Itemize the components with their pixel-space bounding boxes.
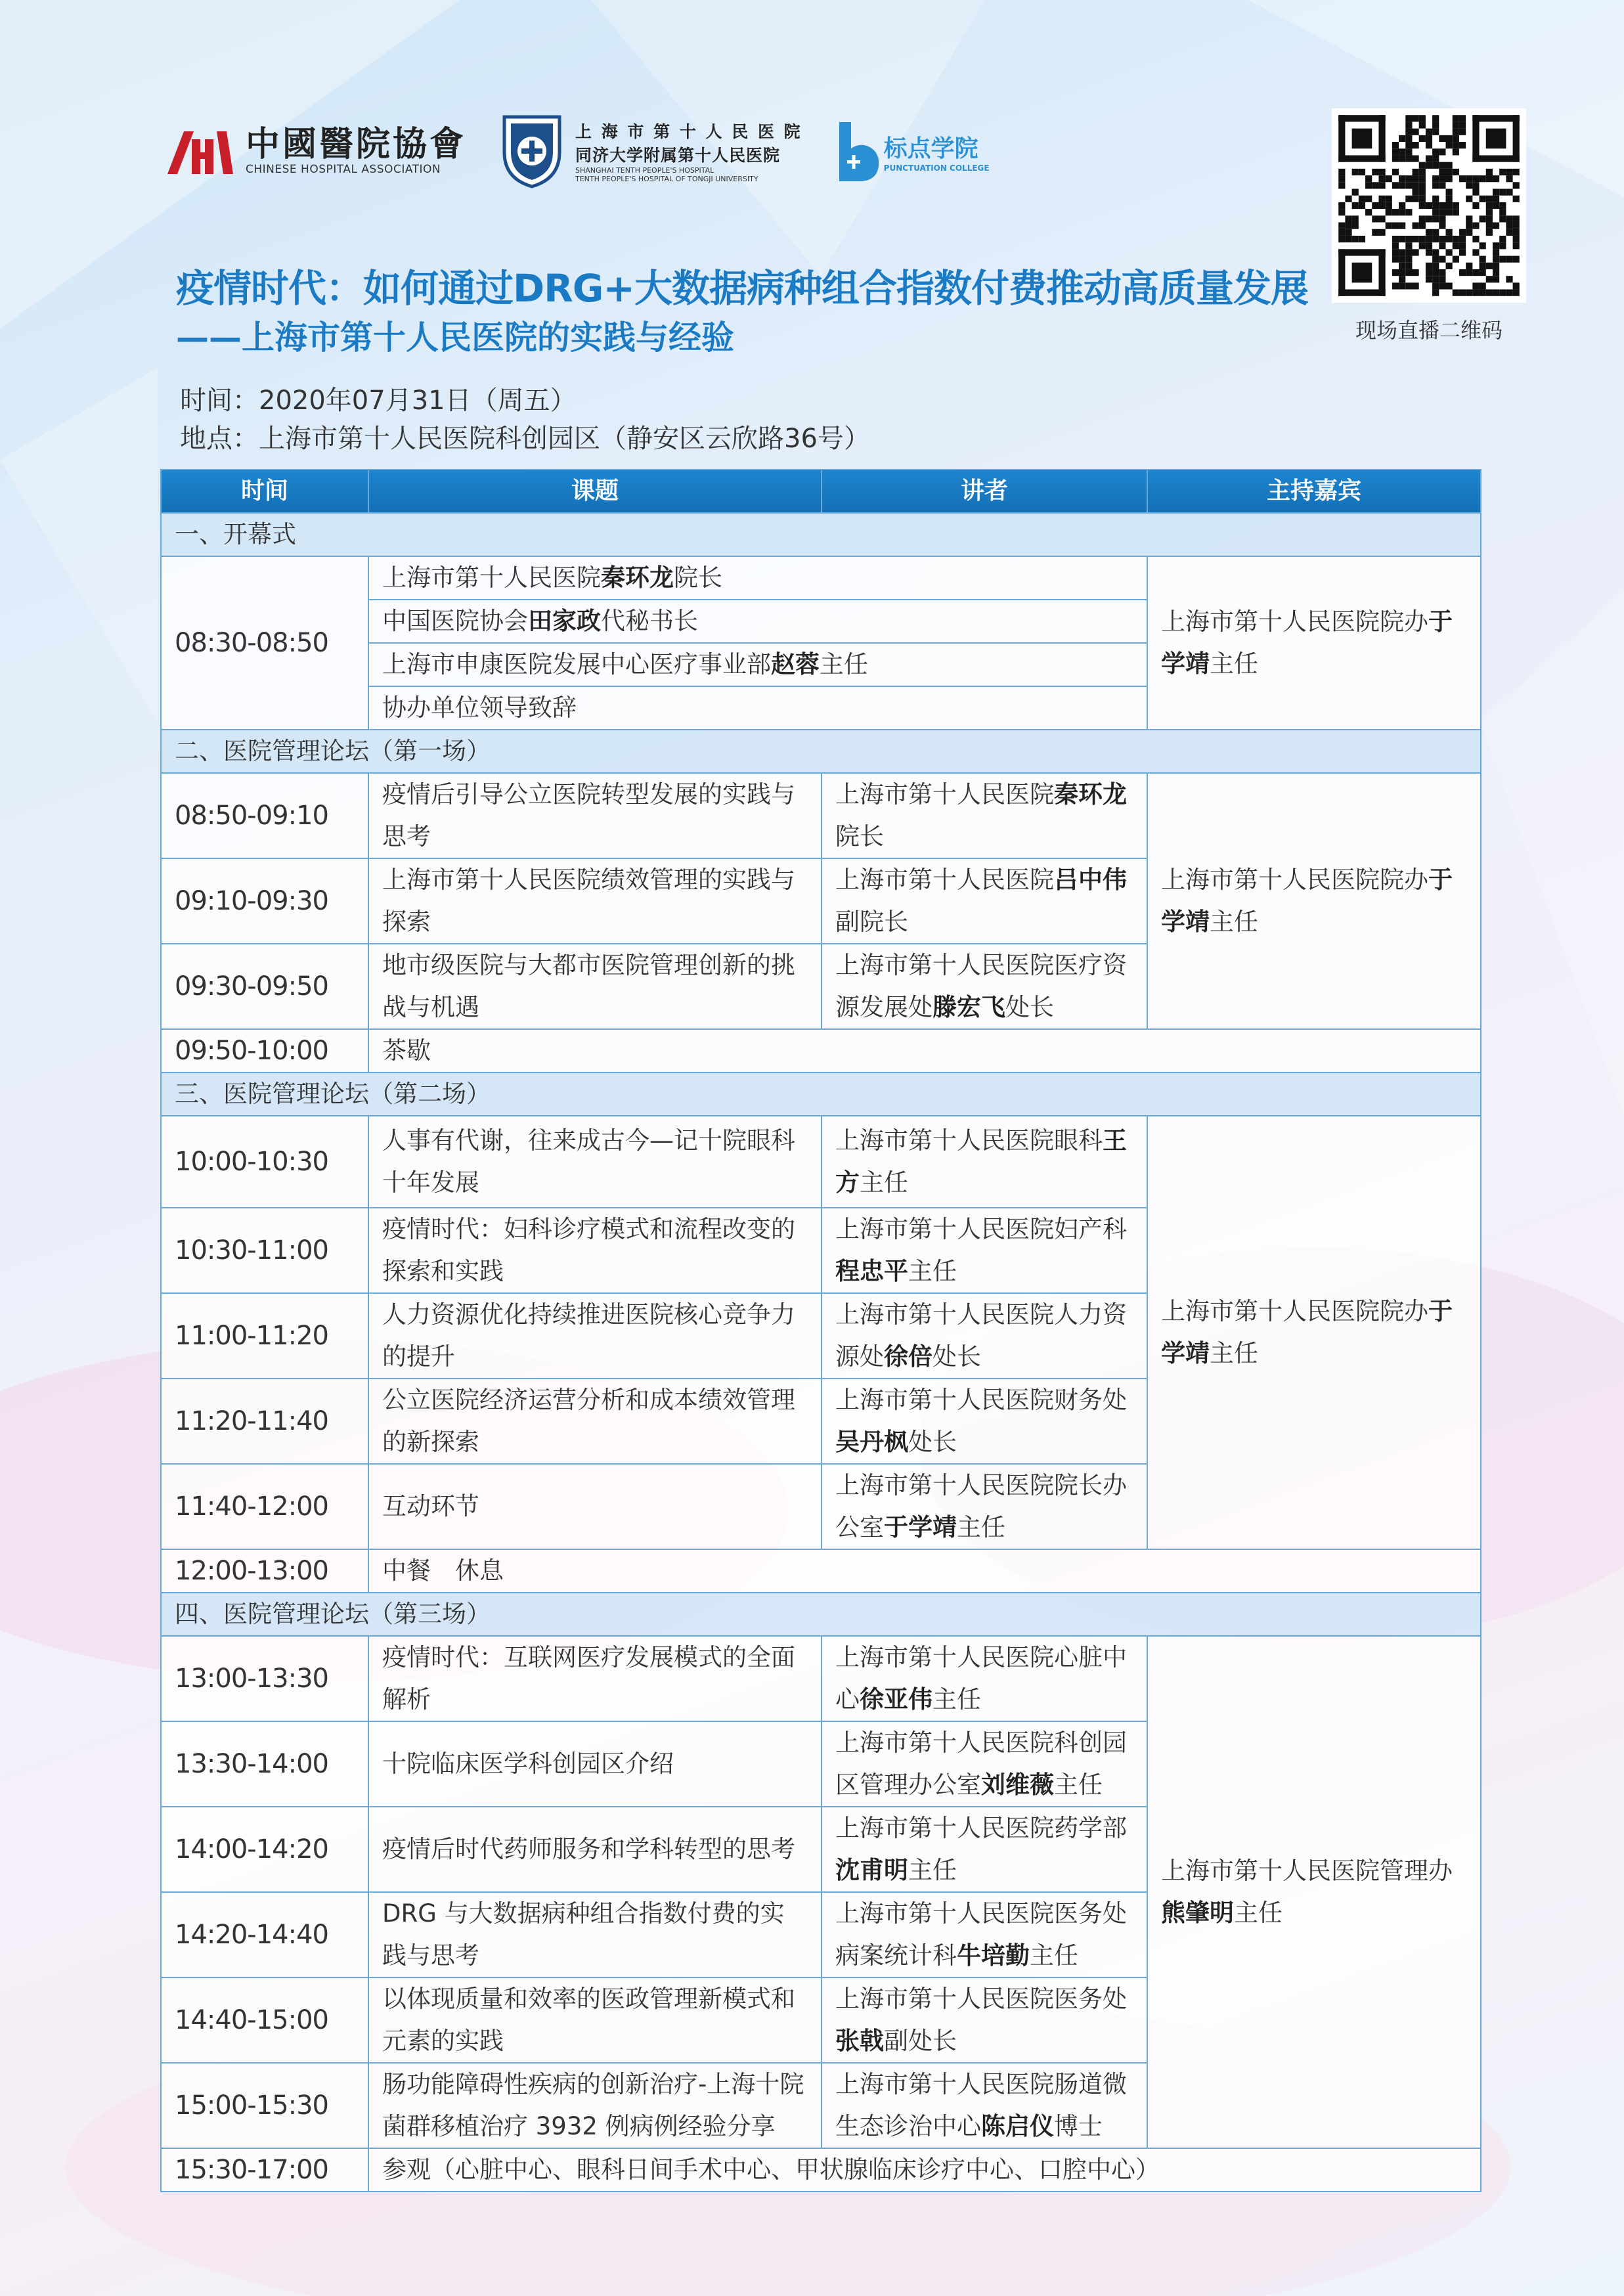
hospital-name-en: SHANGHAI TENTH PEOPLE'S HOSPITAL [575, 166, 714, 175]
person-name: 徐倍 [884, 1342, 933, 1371]
speaker-cell [822, 858, 1147, 944]
name-prefix: 上海市第十人民医院医疗资源发展处 [835, 951, 1127, 1021]
name-suffix: 主任 [1210, 1339, 1258, 1367]
name-suffix: 主任 [860, 1168, 908, 1197]
time-cell: 08:30-08:50 [161, 556, 368, 730]
name-prefix: 上海市第十人民医院心脏中心 [835, 1643, 1127, 1713]
host-cell [1147, 773, 1481, 1029]
host-cell [1147, 1636, 1481, 2148]
name-suffix: 主任 [1210, 650, 1258, 678]
topic-cell: 十院临床医学科创园区介绍 [368, 1721, 822, 1807]
event-time: 时间：2020年07月31日（周五） [180, 386, 577, 416]
name-suffix: 副院长 [835, 908, 908, 936]
cha-name-en: CHINESE HOSPITAL ASSOCIATION [246, 163, 441, 176]
hospital-affiliation-en: TENTH PEOPLE'S HOSPITAL OF TONGJI UNIVERSITY [575, 175, 758, 183]
name-prefix: 上海市申康医院发展中心医疗事业部 [382, 650, 771, 678]
topic-cell: 疫情后时代药师服务和学科转型的思考 [368, 1807, 822, 1892]
person-name: 王方 [835, 1126, 1127, 1197]
page-title: 疫情时代：如何通过DRG+大数据病种组合指数付费推动高质量发展 [176, 266, 1309, 311]
hospital-logo [500, 113, 802, 189]
time-cell: 10:30-11:00 [161, 1208, 368, 1293]
table-row [161, 1549, 1481, 1593]
person-name: 刘维薇 [981, 1771, 1054, 1799]
name-prefix: 上海市第十人民医院科创园区管理办公室 [835, 1729, 1127, 1799]
name-suffix: 院长 [674, 563, 722, 592]
person-name: 于学靖 [1161, 1297, 1453, 1367]
time-cell: 09:30-09:50 [161, 944, 368, 1029]
table-row [161, 1029, 1481, 1072]
person-name: 于学靖 [1161, 607, 1453, 678]
name-suffix: 代秘书长 [601, 607, 698, 635]
activity-cell: 中餐 休息 [368, 1549, 1481, 1593]
topic-cell: 肠功能障碍性疾病的创新治疗-上海十院菌群移植治疗 3932 例病例经验分享 [368, 2063, 822, 2148]
table-row [161, 2148, 1481, 2192]
person-name: 于学靖 [884, 1513, 957, 1541]
name-suffix: 主任 [1054, 1771, 1103, 1799]
time-cell: 10:00-10:30 [161, 1116, 368, 1208]
live-stream-qr-code[interactable] [1332, 108, 1526, 303]
name-suffix: 院长 [835, 822, 884, 850]
time-cell: 11:40-12:00 [161, 1464, 368, 1549]
name-suffix: 主任 [820, 650, 868, 678]
name-prefix: 上海市第十人民医院院办 [1161, 1297, 1428, 1325]
name-suffix: 主任 [1030, 1941, 1078, 1970]
time-cell: 12:00-13:00 [161, 1549, 368, 1593]
name-suffix: 处长 [908, 1428, 957, 1456]
name-prefix: 中国医院协会 [382, 607, 528, 635]
section-title: 三、医院管理论坛（第二场） [161, 1072, 1481, 1116]
table-row [161, 1116, 1481, 1208]
person-name: 赵蓉 [771, 650, 820, 678]
section-row [161, 1072, 1481, 1116]
speaker-cell [822, 1293, 1147, 1379]
person-name: 吴丹枫 [835, 1428, 908, 1456]
speaker-cell [822, 1116, 1147, 1208]
table-row [161, 556, 1481, 600]
opening-speaker-cell [368, 686, 1147, 730]
punctuation-college-logo [837, 120, 990, 183]
name-prefix: 上海市第十人民医院人力资源处 [835, 1300, 1127, 1371]
speaker-cell [822, 1636, 1147, 1721]
speaker-cell [822, 2063, 1147, 2148]
name-suffix: 主任 [908, 1257, 957, 1285]
topic-cell: 疫情时代：妇科诊疗模式和流程改变的探索和实践 [368, 1208, 822, 1293]
topic-cell: 公立医院经济运营分析和成本绩效管理的新探索 [368, 1379, 822, 1464]
person-name: 程忠平 [835, 1257, 908, 1285]
name-suffix: 主任 [957, 1513, 1005, 1541]
header-topic: 课题 [368, 470, 822, 513]
hospital-name-cn: 上 海 市 第 十 人 民 医 院 [575, 122, 802, 141]
name-suffix: 主任 [908, 1856, 957, 1884]
cha-logo [164, 125, 466, 177]
section-row [161, 513, 1481, 556]
time-cell: 09:50-10:00 [161, 1029, 368, 1072]
name-prefix: 上海市第十人民医院医务处病案统计科 [835, 1899, 1127, 1970]
opening-speaker-cell [368, 600, 1147, 643]
time-cell: 11:20-11:40 [161, 1379, 368, 1464]
person-name: 于学靖 [1161, 866, 1453, 936]
cha-emblem-icon [164, 125, 236, 177]
opening-speaker-cell [368, 556, 1147, 600]
host-cell [1147, 1116, 1481, 1549]
time-cell: 13:00-13:30 [161, 1636, 368, 1721]
speaker-cell [822, 944, 1147, 1029]
activity-cell: 茶歇 [368, 1029, 1481, 1072]
section-row [161, 1593, 1481, 1636]
time-cell: 11:00-11:20 [161, 1293, 368, 1379]
topic-cell: DRG 与大数据病种组合指数付费的实践与思考 [368, 1892, 822, 1977]
name-suffix: 处长 [933, 1342, 981, 1371]
topic-cell: 地市级医院与大都市医院管理创新的挑战与机遇 [368, 944, 822, 1029]
person-name: 张戟 [835, 2027, 884, 2055]
topic-cell: 人力资源优化持续推进医院核心竞争力的提升 [368, 1293, 822, 1379]
speaker-cell [822, 1208, 1147, 1293]
speaker-cell [822, 1892, 1147, 1977]
table-header-row [161, 470, 1481, 513]
punctuation-college-name-cn: 标点学院 [883, 135, 978, 162]
person-name: 滕宏飞 [933, 993, 1005, 1021]
time-cell: 13:30-14:00 [161, 1721, 368, 1807]
name-prefix: 上海市第十人民医院医务处 [835, 1985, 1127, 2013]
speaker-cell [822, 1464, 1147, 1549]
time-cell: 15:30-17:00 [161, 2148, 368, 2192]
table-row [161, 773, 1481, 858]
person-name: 田家政 [528, 607, 601, 635]
name-prefix: 上海市第十人民医院 [835, 866, 1054, 894]
speaker-cell [822, 773, 1147, 858]
topic-cell: 人事有代谢，往来成古今—记十院眼科十年发展 [368, 1116, 822, 1208]
name-prefix: 上海市第十人民医院院长办公室 [835, 1471, 1127, 1541]
speaker-cell [822, 1721, 1147, 1807]
name-suffix: 主任 [1210, 908, 1258, 936]
name-prefix: 上海市第十人民医院妇产科 [835, 1215, 1127, 1243]
speaker-cell [822, 1379, 1147, 1464]
person-name: 陈启仪 [981, 2112, 1054, 2140]
section-title: 一、开幕式 [161, 513, 1481, 556]
time-cell: 15:00-15:30 [161, 2063, 368, 2148]
cha-name-cn: 中國醫院協會 [246, 124, 467, 164]
name-prefix: 上海市第十人民医院院办 [1161, 607, 1428, 636]
header-time: 时间 [161, 470, 368, 513]
person-name: 吕中伟 [1054, 866, 1127, 894]
header-speaker: 讲者 [822, 470, 1147, 513]
activity-cell: 参观（心脏中心、眼科日间手术中心、甲状腺临床诊疗中心、口腔中心） [368, 2148, 1481, 2192]
header-host: 主持嘉宾 [1147, 470, 1481, 513]
page-subtitle: ——上海市第十人民医院的实践与经验 [176, 319, 734, 357]
name-prefix: 协办单位领导致辞 [382, 694, 577, 722]
event-place: 地点：上海市第十人民医院科创园区（静安区云欣路36号） [180, 424, 870, 454]
time-cell: 14:00-14:20 [161, 1807, 368, 1892]
name-suffix: 主任 [1234, 1899, 1283, 1927]
name-prefix: 上海市第十人民医院院办 [1161, 866, 1428, 894]
section-row [161, 730, 1481, 773]
punctuation-college-name-en: PUNCTUATION COLLEGE [883, 163, 990, 173]
name-suffix: 副处长 [884, 2027, 957, 2055]
host-cell [1147, 556, 1481, 730]
section-title: 四、医院管理论坛（第三场） [161, 1593, 1481, 1636]
hospital-affiliation-cn: 同济大学附属第十人民医院 [575, 146, 781, 165]
time-cell: 08:50-09:10 [161, 773, 368, 858]
person-name: 徐亚伟 [860, 1685, 933, 1713]
name-prefix: 上海市第十人民医院肠道微生态诊治中心 [835, 2070, 1127, 2140]
section-title: 二、医院管理论坛（第一场） [161, 730, 1481, 773]
topic-cell: 以体现质量和效率的医政管理新模式和元素的实践 [368, 1977, 822, 2063]
logo-bar [164, 112, 990, 190]
name-prefix: 上海市第十人民医院药学部 [835, 1814, 1127, 1842]
time-cell: 14:40-15:00 [161, 1977, 368, 2063]
qr-caption: 现场直播二维码 [1355, 318, 1503, 343]
table-row [161, 1636, 1481, 1721]
person-name: 秦环龙 [601, 563, 674, 592]
name-prefix: 上海市第十人民医院眼科 [835, 1126, 1103, 1155]
topic-cell: 互动环节 [368, 1464, 822, 1549]
hospital-seal-icon [500, 113, 563, 189]
time-cell: 09:10-09:30 [161, 858, 368, 944]
name-suffix: 处长 [1005, 993, 1054, 1021]
speaker-cell [822, 1977, 1147, 2063]
name-prefix: 上海市第十人民医院管理办 [1161, 1857, 1453, 1885]
person-name: 秦环龙 [1054, 780, 1127, 808]
topic-cell: 上海市第十人民医院绩效管理的实践与探索 [368, 858, 822, 944]
person-name: 沈甫明 [835, 1856, 908, 1884]
time-cell: 14:20-14:40 [161, 1892, 368, 1977]
opening-speaker-cell [368, 643, 1147, 686]
person-name: 熊肇明 [1161, 1899, 1234, 1927]
name-suffix: 主任 [933, 1685, 981, 1713]
schedule-table [160, 469, 1481, 2192]
topic-cell: 疫情后引导公立医院转型发展的实践与思考 [368, 773, 822, 858]
punctuation-college-emblem-icon [837, 120, 881, 183]
name-suffix: 博士 [1054, 2112, 1103, 2140]
name-prefix: 上海市第十人民医院 [835, 780, 1054, 808]
name-prefix: 上海市第十人民医院 [382, 563, 601, 592]
person-name: 牛培勤 [957, 1941, 1030, 1970]
topic-cell: 疫情时代：互联网医疗发展模式的全面解析 [368, 1636, 822, 1721]
name-prefix: 上海市第十人民医院财务处 [835, 1386, 1127, 1414]
speaker-cell [822, 1807, 1147, 1892]
